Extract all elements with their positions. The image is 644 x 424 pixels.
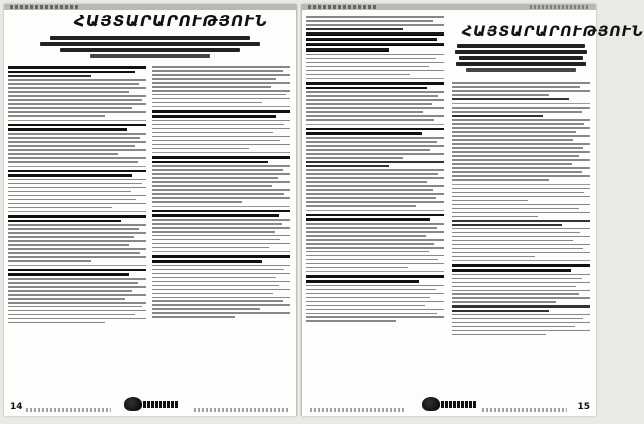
page-footer — [302, 394, 596, 416]
right-column-2 — [452, 82, 590, 338]
running-header — [302, 4, 596, 10]
right-column-1 — [306, 16, 444, 324]
header-date-text — [10, 5, 80, 9]
header-right-text — [530, 5, 590, 9]
header-date-text — [308, 5, 378, 9]
page-title: ՀԱՅՏԱՐԱՐՈՒԹՅՈՒՆ — [462, 24, 644, 40]
page-right — [302, 4, 644, 416]
page-left — [4, 4, 296, 416]
subtitle-block — [452, 42, 590, 74]
page-number: 14 — [10, 402, 23, 412]
subtitle-block — [34, 34, 266, 60]
running-header — [4, 4, 296, 10]
newspaper-logo-icon — [422, 396, 476, 412]
newspaper-logo-icon — [124, 396, 178, 412]
page-number: 15 — [577, 402, 590, 412]
page-footer — [4, 394, 296, 416]
page-title: ՀԱՅՏԱՐԱՐՈՒԹՅՈՒՆ — [74, 12, 268, 30]
left-column-1 — [8, 66, 146, 326]
left-column-2 — [152, 66, 290, 320]
